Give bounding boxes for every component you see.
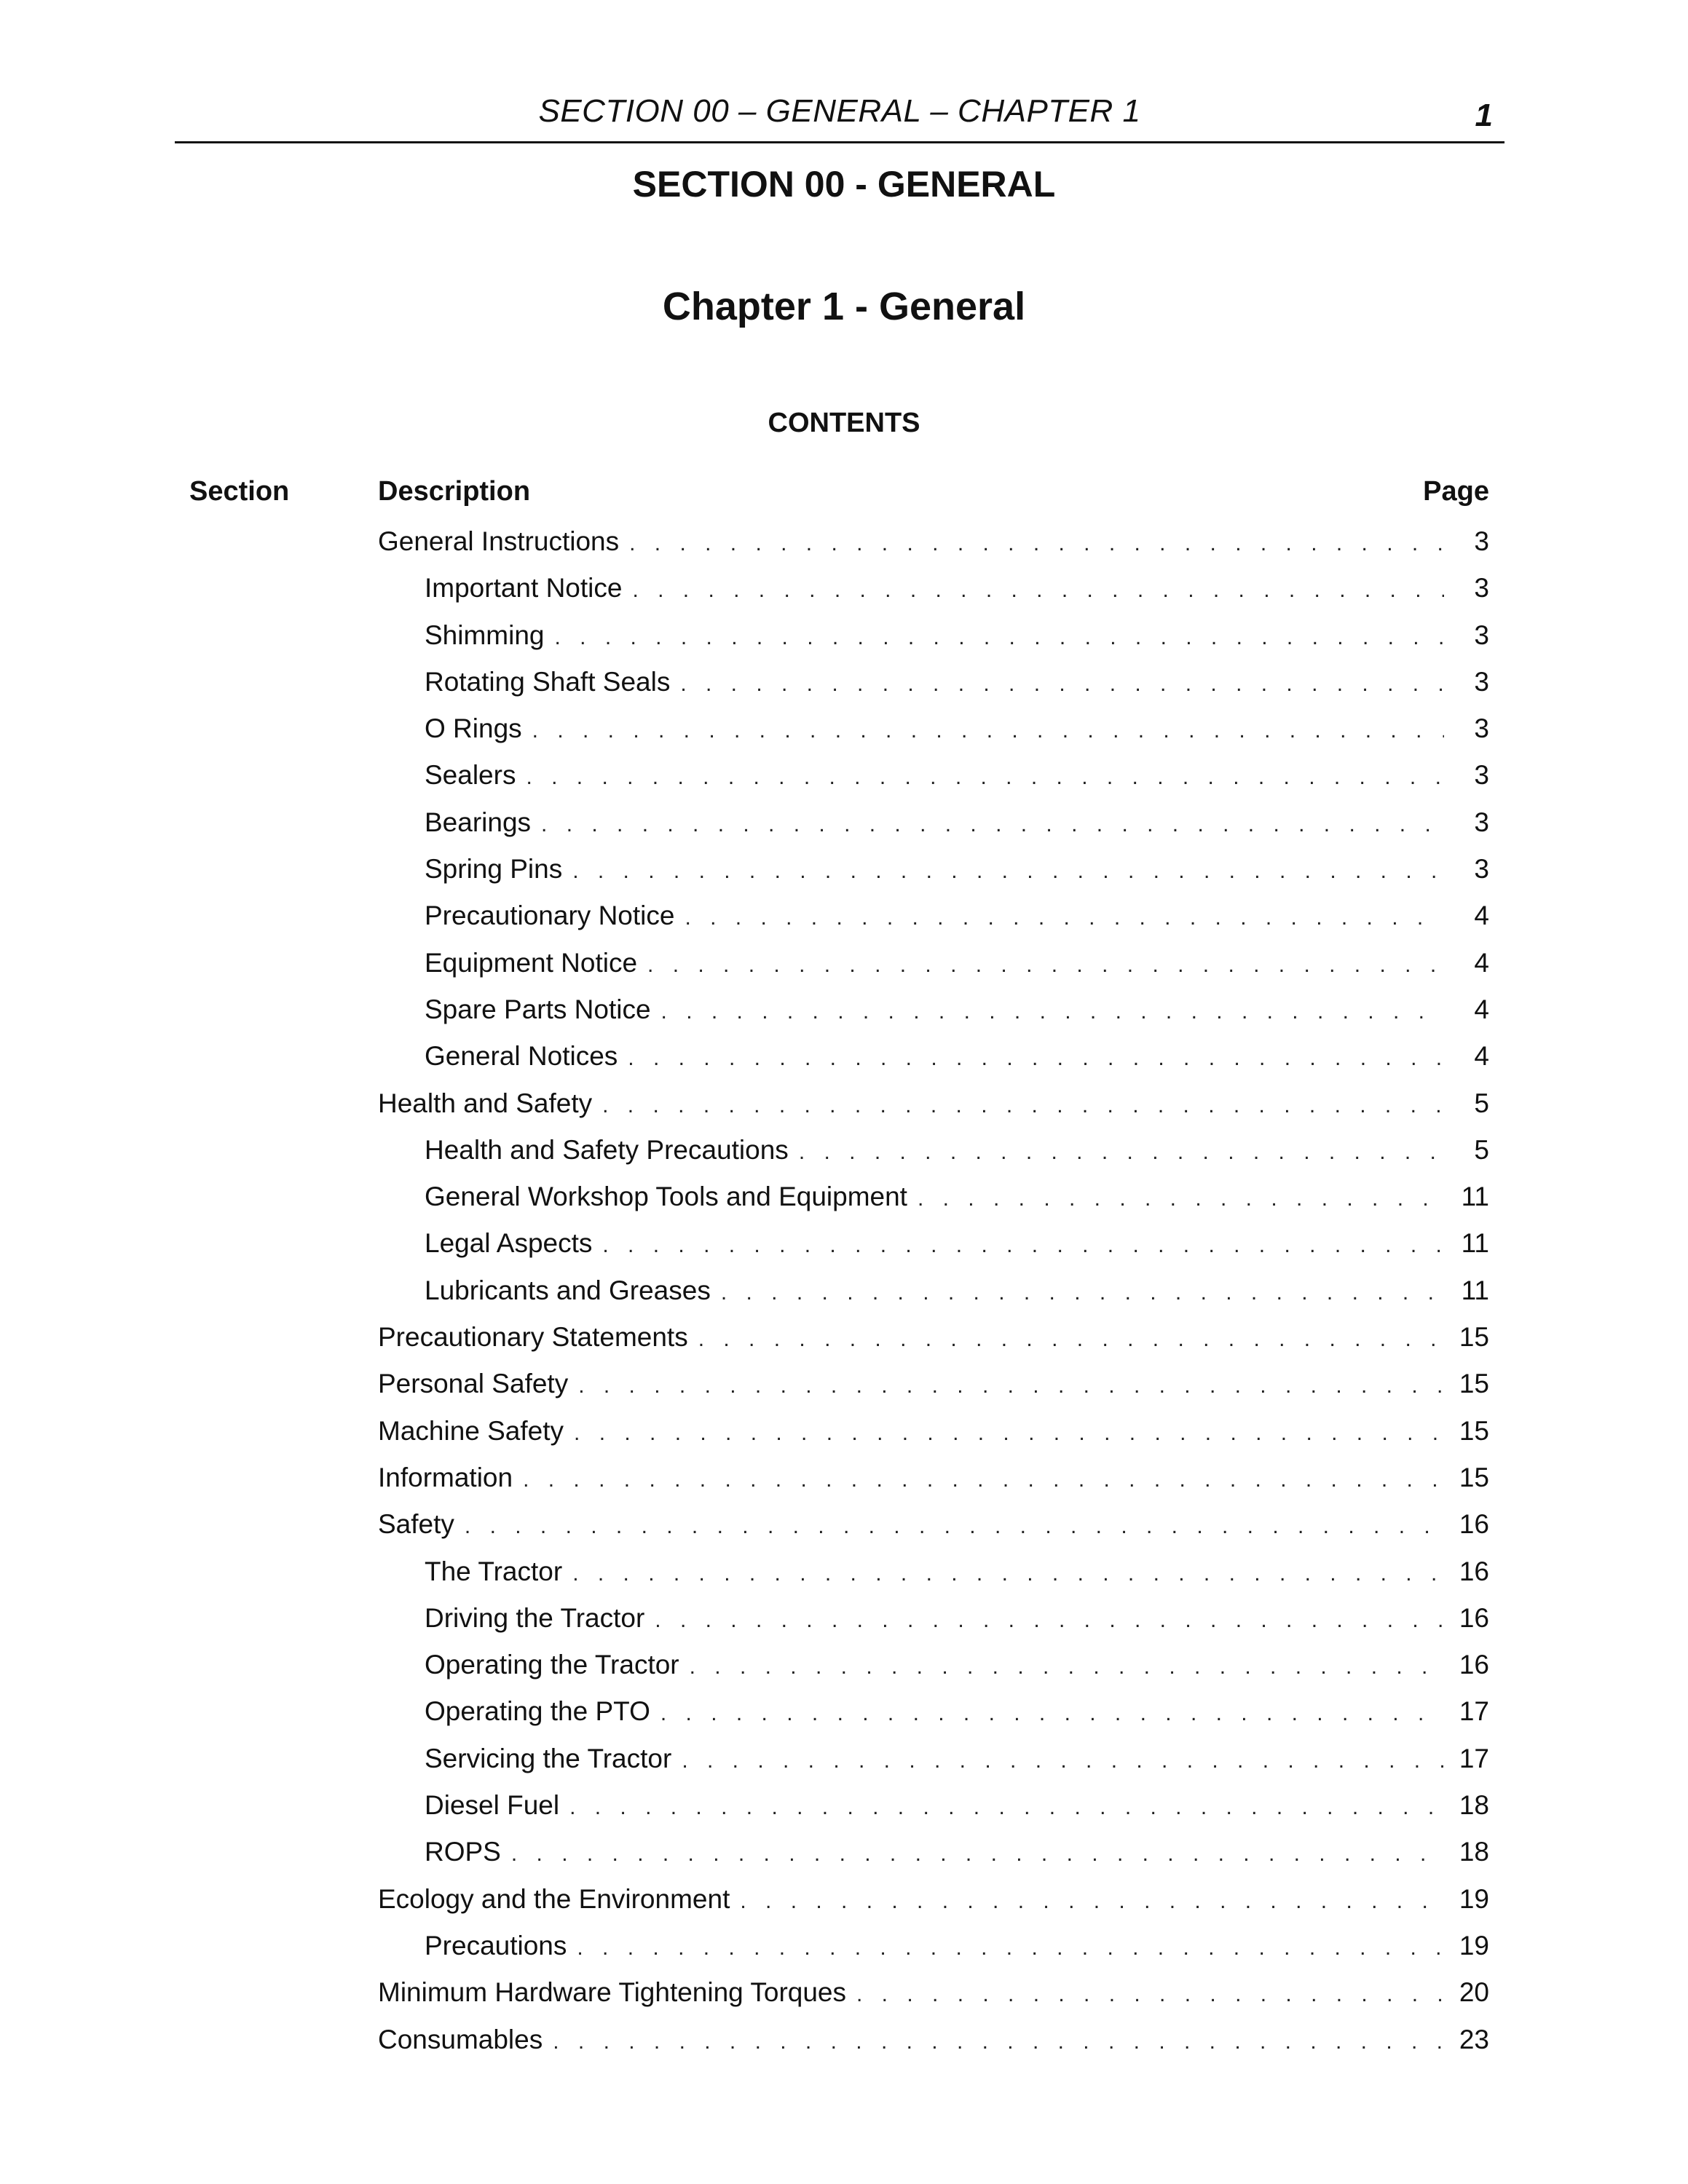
- toc-entry[interactable]: [378, 1314, 1489, 1361]
- toc-entry[interactable]: [378, 1408, 1489, 1455]
- toc-entry-page: 16: [1459, 1509, 1489, 1540]
- toc-entry[interactable]: [378, 1127, 1489, 1174]
- toc-entry-page: 4: [1474, 947, 1489, 978]
- toc-entry-label: Legal Aspects: [425, 1228, 593, 1259]
- toc-entry-label: Precautionary Notice: [425, 901, 675, 931]
- toc-entry-page: 3: [1474, 854, 1489, 885]
- dot-leader: [690, 1644, 1444, 1690]
- dot-leader: [602, 1083, 1444, 1129]
- toc-entry-label: Minimum Hardware Tightening Torques: [378, 1977, 847, 2008]
- table-of-contents: [378, 518, 1489, 2063]
- toc-entry[interactable]: [378, 893, 1489, 939]
- toc-entry-label: Servicing the Tractor: [425, 1743, 672, 1773]
- dot-leader: [740, 1878, 1444, 1925]
- toc-entry[interactable]: [378, 799, 1489, 846]
- dot-leader: [578, 1363, 1444, 1409]
- dot-leader: [465, 1503, 1444, 1550]
- toc-entry-page: 17: [1459, 1696, 1489, 1727]
- toc-entry-page: 15: [1459, 1415, 1489, 1446]
- toc-entry-label: Diesel Fuel: [425, 1790, 560, 1821]
- toc-entry-page: 16: [1459, 1556, 1489, 1586]
- toc-entry[interactable]: [378, 846, 1489, 893]
- toc-entry-label: Spring Pins: [425, 854, 563, 885]
- toc-entry-page: 5: [1474, 1088, 1489, 1118]
- toc-entry-page: 15: [1459, 1462, 1489, 1492]
- dot-leader: [555, 614, 1445, 661]
- chapter-title: Chapter 1 - General: [662, 285, 1026, 328]
- toc-entry[interactable]: [378, 705, 1489, 752]
- toc-entry-label: General Instructions: [378, 526, 620, 556]
- toc-entry[interactable]: [378, 1876, 1489, 1923]
- toc-entry[interactable]: [378, 1548, 1489, 1595]
- column-header-description: Description: [378, 476, 531, 507]
- toc-entry-label: Equipment Notice: [425, 947, 638, 978]
- dot-leader: [856, 1971, 1444, 2018]
- toc-entry[interactable]: [378, 1220, 1489, 1267]
- running-header: [175, 87, 1504, 143]
- toc-entry-page: 3: [1474, 807, 1489, 837]
- toc-entry[interactable]: [378, 659, 1489, 705]
- toc-entry-label: Precautions: [425, 1930, 567, 1961]
- toc-entry-label: Health and Safety: [378, 1088, 593, 1118]
- toc-entry-label: Machine Safety: [378, 1415, 564, 1446]
- dot-leader: [698, 1316, 1444, 1363]
- toc-entry-label: Health and Safety Precautions: [425, 1134, 789, 1165]
- dot-leader: [572, 1551, 1444, 1597]
- toc-entry[interactable]: [378, 1455, 1489, 1501]
- toc-entry-page: 16: [1459, 1602, 1489, 1633]
- dot-leader: [572, 848, 1444, 895]
- toc-entry-page: 3: [1474, 573, 1489, 604]
- dot-leader: [685, 895, 1444, 941]
- dot-leader: [629, 521, 1444, 567]
- toc-entry-label: Information: [378, 1462, 513, 1492]
- dot-leader: [682, 1738, 1444, 1784]
- toc-entry[interactable]: [378, 612, 1489, 659]
- toc-entry[interactable]: [378, 752, 1489, 799]
- toc-entry-page: 18: [1459, 1790, 1489, 1821]
- toc-entry-label: Safety: [378, 1509, 454, 1540]
- dot-leader: [632, 567, 1444, 614]
- toc-entry-label: Driving the Tractor: [425, 1602, 645, 1633]
- toc-entry-label: Shimming: [425, 620, 545, 650]
- toc-entry[interactable]: [378, 1829, 1489, 1875]
- dot-leader: [661, 989, 1444, 1035]
- toc-entry-page: 11: [1461, 1228, 1489, 1259]
- toc-entry-label: Personal Safety: [378, 1369, 569, 1399]
- toc-entry[interactable]: [378, 1736, 1489, 1782]
- toc-column-headers: [0, 476, 1688, 513]
- toc-entry-page: 18: [1459, 1837, 1489, 1867]
- dot-leader: [569, 1784, 1444, 1831]
- toc-entry[interactable]: [378, 1595, 1489, 1642]
- toc-entry-page: 20: [1459, 1977, 1489, 2008]
- toc-entry[interactable]: [378, 986, 1489, 1033]
- toc-entry-page: 4: [1474, 901, 1489, 931]
- toc-entry-label: Lubricants and Greases: [425, 1275, 711, 1305]
- toc-entry-page: 11: [1461, 1275, 1489, 1305]
- dot-leader: [799, 1129, 1444, 1176]
- toc-entry-page: 17: [1459, 1743, 1489, 1773]
- dot-leader: [541, 802, 1444, 848]
- running-header-title: SECTION 00 – GENERAL – CHAPTER 1: [538, 93, 1141, 129]
- toc-entry-page: 3: [1474, 620, 1489, 650]
- toc-entry[interactable]: [378, 518, 1489, 565]
- toc-entry-label: Rotating Shaft Seals: [425, 666, 671, 697]
- toc-entry-label: Operating the Tractor: [425, 1650, 679, 1680]
- toc-entry-page: 19: [1459, 1930, 1489, 1961]
- toc-entry[interactable]: [378, 1080, 1489, 1127]
- page-number: 1: [1475, 98, 1493, 133]
- toc-entry-page: 3: [1474, 666, 1489, 697]
- toc-entry-label: Bearings: [425, 807, 532, 837]
- toc-entry[interactable]: [378, 1642, 1489, 1688]
- dot-leader: [526, 754, 1444, 801]
- dot-leader: [647, 942, 1444, 989]
- dot-leader: [553, 2019, 1444, 2065]
- toc-entry-page: 15: [1459, 1369, 1489, 1399]
- dot-leader: [660, 1690, 1444, 1737]
- toc-entry[interactable]: [378, 1688, 1489, 1735]
- toc-entry-page: 5: [1474, 1134, 1489, 1165]
- toc-entry-label: O Rings: [425, 713, 522, 744]
- toc-entry-page: 3: [1474, 760, 1489, 791]
- dot-leader: [523, 1457, 1444, 1503]
- toc-entry-label: Ecology and the Environment: [378, 1883, 730, 1914]
- toc-entry-label: Spare Parts Notice: [425, 994, 651, 1024]
- dot-leader: [532, 708, 1444, 754]
- toc-entry-label: Sealers: [425, 760, 516, 791]
- toc-entry-label: General Notices: [425, 1041, 618, 1072]
- toc-entry[interactable]: [378, 2017, 1489, 2063]
- toc-entry[interactable]: [378, 1033, 1489, 1080]
- toc-entry[interactable]: [378, 1923, 1489, 1969]
- toc-entry-page: 4: [1474, 994, 1489, 1024]
- toc-entry[interactable]: [378, 940, 1489, 986]
- toc-entry[interactable]: [378, 1782, 1489, 1829]
- toc-entry-page: 11: [1461, 1182, 1489, 1212]
- toc-entry-page: 3: [1474, 713, 1489, 744]
- toc-entry-label: Precautionary Statements: [378, 1322, 688, 1353]
- toc-entry-label: ROPS: [425, 1837, 501, 1867]
- section-title: SECTION 00 - GENERAL: [632, 164, 1056, 205]
- toc-entry-page: 4: [1474, 1041, 1489, 1072]
- toc-entry-page: 15: [1459, 1322, 1489, 1353]
- toc-entry-page: 19: [1459, 1883, 1489, 1914]
- dot-leader: [602, 1222, 1444, 1269]
- toc-entry-page: 23: [1459, 2024, 1489, 2054]
- dot-leader: [511, 1831, 1444, 1878]
- toc-entry[interactable]: [378, 1969, 1489, 2016]
- dot-leader: [680, 661, 1444, 708]
- dot-leader: [721, 1270, 1444, 1316]
- toc-entry-label: Important Notice: [425, 573, 623, 604]
- contents-heading: CONTENTS: [768, 408, 920, 438]
- column-header-page: Page: [1423, 476, 1489, 507]
- toc-entry[interactable]: [378, 565, 1489, 612]
- dot-leader: [918, 1176, 1444, 1222]
- toc-entry-page: 16: [1459, 1650, 1489, 1680]
- toc-entry-page: 3: [1474, 526, 1489, 556]
- column-header-section: Section: [189, 476, 290, 507]
- toc-entry[interactable]: [378, 1174, 1489, 1220]
- toc-entry-label: The Tractor: [425, 1556, 563, 1586]
- dot-leader: [574, 1410, 1444, 1457]
- dot-leader: [655, 1597, 1444, 1644]
- toc-entry[interactable]: [378, 1267, 1489, 1314]
- toc-entry-label: Operating the PTO: [425, 1696, 650, 1727]
- toc-entry-label: Consumables: [378, 2024, 543, 2054]
- toc-entry[interactable]: [378, 1361, 1489, 1407]
- dot-leader: [577, 1925, 1444, 1971]
- dot-leader: [628, 1035, 1444, 1082]
- toc-entry-label: General Workshop Tools and Equipment: [425, 1182, 907, 1212]
- toc-entry[interactable]: [378, 1501, 1489, 1548]
